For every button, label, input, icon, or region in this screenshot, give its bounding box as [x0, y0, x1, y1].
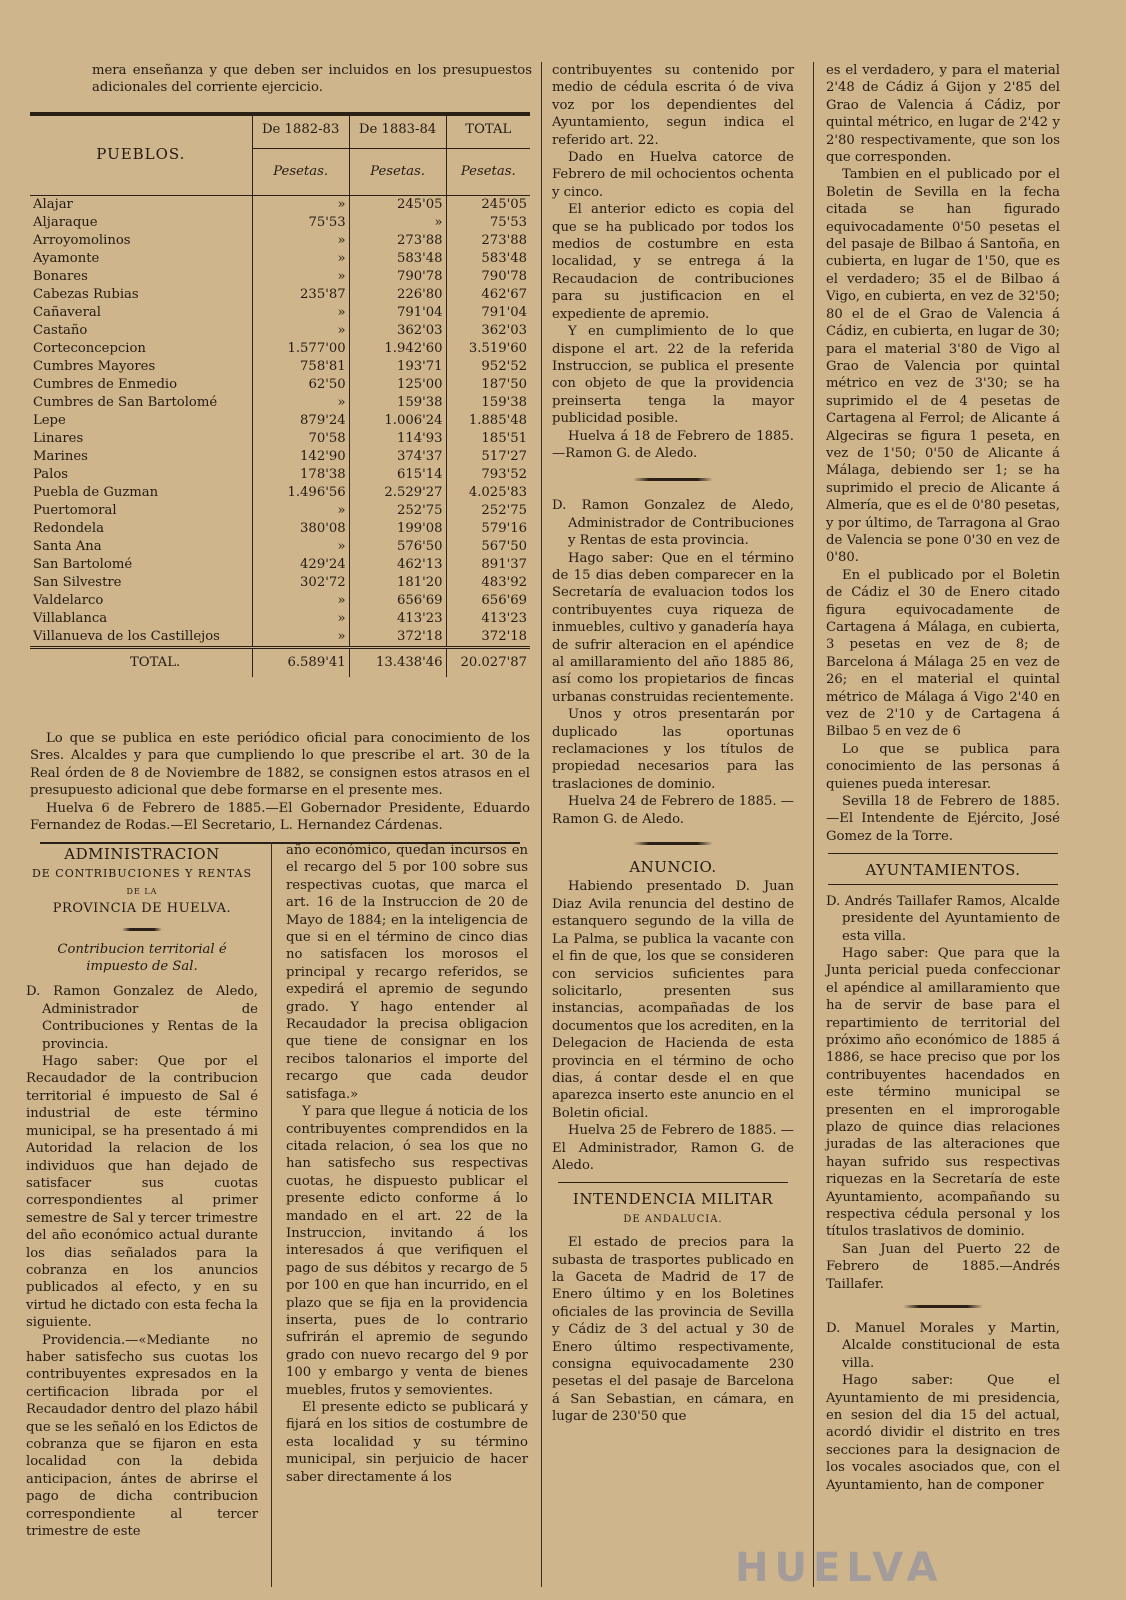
table-row	[30, 592, 530, 610]
value-1883: 252'75	[349, 502, 446, 520]
value-total: 891'37	[446, 556, 530, 574]
after-table-text	[30, 730, 530, 852]
col2-p1: año económico, quedan incursos en el recargo del 5 por 100 sobre sus respectivas cuotas, que marca el art. 16 de la Instruccion de 20 de Mayo de 1884; en la inteligencia de que si en el término de cinco dias no satisfacen los morosos el principal y recargo referidos, se expedirá el apremio de segundo grado. Y hago entender al Recaudador la precisa obligacion que tiene de consignar en los recibos talonarios el importe del recargo que cada deudor satisfaga.»	[286, 843, 528, 1102]
after-table-paragraph: Lo que se publica en este periódico oficial para conocimiento de los Sres. Alcaldes y para que cumpliendo lo que prescribe el art. 30 de la Real órden de 8 de Noviembre de 1882, se consignen estos atrasos en el presupuesto adicional que debe formarse en el presente mes.	[30, 731, 530, 799]
value-1883: 199'08	[349, 520, 446, 538]
ornament	[633, 842, 713, 845]
col3-p10: Habiendo presentado D. Juan Diaz Avila renuncia del destino de estanquero segundo de la villa de La Palma, se publica la vacante con el fin de que, los que se consideren con servicios suficientes para solicitarlo, presenten sus instancias, acompañadas de los documentos que los acrediten, en la Delegacion de Hacienda de esta provincia en el término de ocho dias, á contar desde el en que aparezca inserto este anuncio en el Boletin oficial.	[552, 879, 794, 1121]
admin-subtitle: Contribucion territorial é impuesto de Sal.	[57, 941, 227, 975]
col2-p2: Y para que llegue á noticia de los contribuyentes comprendidos en la citada relacion, ó sea los que no han satisfecho sus respectivas cuotas, he dispuesto publicar el presente edicto conforme á lo mandado en el art. 22 de la Instruccion, invitando á los interesados á que verifiquen el pago de sus débitos y recargo de 5 por 100 en que han incurrido, en el plazo que se fija en la providencia inserta, pues de lo contrario sufrirán el apremio de segundo grado con nuevo recargo del 9 por 100 y embargo y venta de bienes muebles, frutos y semovientes.	[286, 1104, 528, 1398]
col3-p7: Hago saber: Que en el término de 15 dias deben comparecer en la Secretaría de evaluacion todos los contribuyentes cuya riqueza de inmuebles, cultivo y ganadería haya de sufrir alteracion en el apéndice al amillaramiento del año 1885 86, así como los propietarios de fincas urbanas construidas recientemente.	[552, 550, 794, 705]
value-1883: 462'13	[349, 556, 446, 574]
col4-p1: es el verdadero, y para el material 2'48 de Cádiz á Gijon y 2'85 del Grao de Valencia á Cádiz, por quintal métrico, en lugar de 2'42 y 2'80 respectivamente, que son los que corresponden.	[826, 63, 1060, 166]
col4-p2: Tambien en el publicado por el Boletin de Sevilla en la fecha citada se han figurado equivocadamente 0'50 pesetas el del pasaje de Bilbao á Santoña, en cubierta, en lugar de 1'50, que es el verdadero; 35 el de Bilbao á Vigo, en cubierta, en vez de 32'50; 80 el de el Grao de Valencia á Cádiz, en cubierta, en lugar de 30; para el material 3'80 de Vigo al Grao de Valencia por quintal métrico en vez de 3'30; se ha suprimido el de 4 pesetas de Cartagena al Ferrol; de Alicante á Algeciras se figura 1 peseta, en vez de 1'50; 0'50 de Alicante á Málaga, debiendo ser 1; se ha suprimido el precio de Alicante á Almería, que es el de 0'80 pesetas, y por último, de Tarragona al Grao de Valencia se pone 0'30 en vez de 0'80.	[826, 167, 1060, 566]
value-total: 1.885'48	[446, 412, 530, 430]
town-name: Cabezas Rubias	[33, 287, 139, 302]
table-row	[30, 232, 530, 250]
value-total: 252'75	[446, 502, 530, 520]
value-total: 793'52	[446, 466, 530, 484]
value-1883: 1.942'60	[349, 340, 446, 358]
column-4	[826, 62, 1060, 1494]
value-1883: 576'50	[349, 538, 446, 556]
after-table-signature: Huelva 6 de Febrero de 1885.—El Gobernador Presidente, Eduardo Fernandez de Rodas.—El Secretario, L. Hernandez Cárdenas.	[30, 800, 530, 834]
value-1882: »	[252, 394, 349, 412]
town-name: Aljaraque	[33, 215, 98, 230]
admin-heading-4: PROVINCIA DE HUELVA.	[52, 901, 232, 917]
top-intro: mera enseñanza y que deben ser incluidos en los presupuestos adicionales del corriente ejercicio.	[92, 63, 532, 96]
col4-p5: Sevilla 18 de Febrero de 1885. —El Intendente de Ejército, José Gomez de la Torre.	[826, 794, 1060, 844]
value-1883: 372'18	[349, 628, 446, 648]
value-1883: 615'14	[349, 466, 446, 484]
value-total: 4.025'83	[446, 484, 530, 502]
town-name: Palos	[33, 467, 69, 482]
value-1882: 380'08	[252, 520, 349, 538]
total-1883: 13.438'46	[349, 648, 446, 678]
value-total: 583'48	[446, 250, 530, 268]
col3-p4: Y en cumplimiento de lo que dispone el art. 22 de la referida Instruccion, se publica el presente con objeto de que la providencia preinserta tenga la mayor publicidad posible.	[552, 324, 794, 427]
town-name: Ayamonte	[33, 251, 100, 266]
total-label: TOTAL.	[30, 648, 252, 678]
ornament	[633, 478, 713, 481]
total-row	[30, 648, 530, 678]
value-1882: »	[252, 232, 349, 250]
divider	[558, 1182, 788, 1183]
value-1883: 791'04	[349, 304, 446, 322]
town-name: Redondela	[33, 521, 104, 536]
table-row	[30, 448, 530, 466]
table-row	[30, 466, 530, 484]
value-1882: »	[252, 304, 349, 322]
admin-p1: Hago saber: Que por el Recaudador de la contribucion territorial é impuesto de Sal é industrial de este término municipal, se ha presentado á mi Autoridad la relacion de los individuos que han dejado de satisfacer sus cuotas correspondientes al primer semestre de Sal y tercer trimestre del año económico actual durante los dias señalados para la cobranza en los anuncios publicados al efecto, y en su virtud he dictado con esta fecha la siguiente.	[26, 1054, 258, 1331]
col3-p12: El estado de precios para la subasta de trasportes publicado en la Gaceta de Madrid de 17 de Enero último y en los Boletines oficiales de las provincia de Sevilla y Cádiz de 3 del actual y 30 de Enero último respectivamente, consigna equivocadamente 230 pesetas el del pasaje de Barcelona á San Sebastian, en cámara, en lugar de 230'50 que	[552, 1235, 794, 1425]
value-1882: »	[252, 538, 349, 556]
town-name: Castaño	[33, 323, 88, 338]
town-name: Alajar	[33, 197, 73, 212]
ayuntamientos-title: AYUNTAMIENTOS.	[865, 861, 1021, 880]
anuncio-title: ANUNCIO.	[629, 858, 717, 877]
total-total: 20.027'87	[446, 648, 530, 678]
table-row	[30, 412, 530, 430]
value-1882: »	[252, 250, 349, 268]
table-row	[30, 538, 530, 556]
value-1882: 70'58	[252, 430, 349, 448]
town-name: Santa Ana	[33, 539, 102, 554]
value-total: 245'05	[446, 196, 530, 215]
table-row	[30, 430, 530, 448]
table-row	[30, 484, 530, 502]
admin-intro: D. Ramon Gonzalez de Aledo, Administrador de Contribuciones y Rentas de la provincia.	[26, 984, 258, 1052]
col-header-1882: De 1882-83	[252, 112, 349, 149]
table-row	[30, 502, 530, 520]
table-row	[30, 340, 530, 358]
town-name: Cumbres Mayores	[33, 359, 156, 374]
town-name: Valdelarco	[33, 593, 104, 608]
col3-p2: Dado en Huelva catorce de Febrero de mil ochocientos ochenta y cinco.	[552, 150, 794, 200]
divider	[828, 853, 1058, 854]
value-1882: 758'81	[252, 358, 349, 376]
col-header-1883: De 1883-84	[349, 112, 446, 149]
unit-1882: Pesetas.	[252, 149, 349, 196]
col-header-total: TOTAL	[446, 112, 530, 149]
value-1882: »	[252, 322, 349, 340]
col3-p5: Huelva á 18 de Febrero de 1885.—Ramon G. de Aledo.	[552, 428, 794, 461]
value-total: 952'52	[446, 358, 530, 376]
col-header-pueblos: PUEBLOS.	[30, 112, 252, 196]
watermark: HUELVA	[735, 1545, 944, 1591]
table-row	[30, 196, 530, 215]
table-row	[30, 286, 530, 304]
table-row	[30, 214, 530, 232]
col3-p11: Huelva 25 de Febrero de 1885. —El Administrador, Ramon G. de Aledo.	[552, 1123, 794, 1173]
col4-p9: D. Manuel Morales y Martin, Alcalde constitucional de esta villa.	[826, 1321, 1060, 1371]
col3-p3: El anterior edicto es copia del que se ha publicado por todos los medios de costumbre en esta localidad, y se entrega á la Recaudacion de contribuciones para su justificacion en el expediente de apremio.	[552, 202, 794, 322]
value-total: 517'27	[446, 448, 530, 466]
town-name: San Silvestre	[33, 575, 122, 590]
intendencia-subtitle: DE ANDALUCIA.	[623, 1213, 723, 1225]
col4-p10: Hago saber: Que el Ayuntamiento de mi presidencia, en sesion del dia 15 del actual, acordó dividir el distrito en tres secciones para la designacion de los vocales asociados que, con el Ayuntamiento, han de componer	[826, 1373, 1060, 1493]
value-1882: »	[252, 610, 349, 628]
col3-p9: Huelva 24 de Febrero de 1885. —Ramon G. de Aledo.	[552, 794, 794, 827]
column-2-bottom	[286, 842, 528, 1486]
town-name: Arroyomolinos	[33, 233, 131, 248]
unit-total: Pesetas.	[446, 149, 530, 196]
value-1882: 178'38	[252, 466, 349, 484]
col2-p3: El presente edicto se publicará y fijará en los sitios de costumbre de esta localidad y su término municipal, sin perjuicio de hacer saber directamente á los	[286, 1400, 528, 1485]
table-row	[30, 628, 530, 648]
value-1883: »	[349, 214, 446, 232]
value-1883: 125'00	[349, 376, 446, 394]
value-1882: 302'72	[252, 574, 349, 592]
table-row	[30, 556, 530, 574]
column-rule	[541, 62, 542, 1587]
town-name: Lepe	[33, 413, 66, 428]
column-rule	[271, 842, 272, 1587]
admin-p2: Providencia.—«Mediante no haber satisfecho sus cuotas los contribuyentes expresados en la certificacion librada por el Recaudador dentro del plazo hábil que se les señaló en los Edictos de cobranza que se fijaron en esta localidad con la debida anticipacion, ántes de abrirse el pago de dicha contribucion correspondiente al tercer trimestre de este	[26, 1332, 258, 1540]
value-total: 3.519'60	[446, 340, 530, 358]
value-1883: 2.529'27	[349, 484, 446, 502]
table-row	[30, 358, 530, 376]
admin-heading-2: DE CONTRIBUCIONES Y RENTAS	[31, 867, 253, 881]
town-name: Villanueva de los Castillejos	[33, 629, 220, 644]
value-total: 791'04	[446, 304, 530, 322]
town-name: Puebla de Guzman	[33, 485, 159, 500]
value-1882: »	[252, 196, 349, 215]
town-name: Cañaveral	[33, 305, 101, 320]
value-1883: 790'78	[349, 268, 446, 286]
value-1882: 62'50	[252, 376, 349, 394]
value-1883: 159'38	[349, 394, 446, 412]
column-1-bottom	[26, 842, 258, 1540]
table-row	[30, 520, 530, 538]
table-row	[30, 250, 530, 268]
value-1882: »	[252, 502, 349, 520]
value-total: 483'92	[446, 574, 530, 592]
town-name: Linares	[33, 431, 84, 446]
value-1882: 879'24	[252, 412, 349, 430]
value-1883: 226'80	[349, 286, 446, 304]
divider	[828, 884, 1058, 885]
table-row	[30, 376, 530, 394]
table-row	[30, 574, 530, 592]
value-total: 372'18	[446, 628, 530, 648]
value-1882: »	[252, 628, 349, 648]
value-1882: 1.577'00	[252, 340, 349, 358]
column-1-top	[92, 62, 532, 97]
col4-p8: San Juan del Puerto 22 de Febrero de 1885.—Andrés Taillafer.	[826, 1241, 1060, 1292]
col4-p6: D. Andrés Taillafer Ramos, Alcalde presidente del Ayuntamiento de esta villa.	[826, 893, 1060, 944]
atrasos-table	[30, 112, 530, 677]
value-1883: 656'69	[349, 592, 446, 610]
total-1882: 6.589'41	[252, 648, 349, 678]
value-total: 579'16	[446, 520, 530, 538]
table-row	[30, 268, 530, 286]
intendencia-title: INTENDENCIA MILITAR	[572, 1190, 774, 1209]
town-name: Cumbres de San Bartolomé	[33, 395, 218, 410]
table-row	[30, 322, 530, 340]
value-total: 187'50	[446, 376, 530, 394]
value-total: 413'23	[446, 610, 530, 628]
value-total: 567'50	[446, 538, 530, 556]
col4-p3: En el publicado por el Boletin de Cádiz el 30 de Enero citado figura equivocadamente de Cartagena á Málaga, en cubierta, 3 pesetas en vez de 8; de Barcelona á Málaga 25 en vez de 26; en el material el quintal métrico de Málaga á Vigo 2'40 en vez de 2'10 y de Cartagena á Bilbao 5 en vez de 6	[826, 567, 1060, 740]
value-1882: 1.496'56	[252, 484, 349, 502]
value-1882: 75'53	[252, 214, 349, 232]
value-total: 159'38	[446, 394, 530, 412]
value-1883: 413'23	[349, 610, 446, 628]
value-1883: 374'37	[349, 448, 446, 466]
town-name: Villablanca	[33, 611, 108, 626]
table-row	[30, 304, 530, 322]
value-1883: 114'93	[349, 430, 446, 448]
col3-p1: contribuyentes su contenido por medio de cédula escrita ó de viva voz por los dependientes del Ayuntamiento, segun indica el referido art. 22.	[552, 63, 794, 148]
town-name: Bonares	[33, 269, 88, 284]
value-total: 185'51	[446, 430, 530, 448]
value-total: 790'78	[446, 268, 530, 286]
table-row	[30, 394, 530, 412]
town-name: Puertomoral	[33, 503, 117, 518]
town-name: San Bartolomé	[33, 557, 133, 572]
value-1883: 273'88	[349, 232, 446, 250]
value-total: 362'03	[446, 322, 530, 340]
col3-p6: D. Ramon Gonzalez de Aledo, Administrador de Contribuciones y Rentas de esta provincia.	[552, 498, 794, 549]
value-total: 462'67	[446, 286, 530, 304]
value-1883: 193'71	[349, 358, 446, 376]
column-rule	[813, 62, 814, 1587]
col4-p7: Hago saber: Que para que la Junta pericial pueda confeccionar el apéndice al amillaramiento que ha de servir de base para el repartimiento de territorial del próximo año económico de 1885 á 1886, se hace preciso que por los contribuyentes hacendados en este término municipal se presenten en el improrogable plazo de quince dias relaciones juradas de las alteraciones que hayan sufrido sus respectivas riquezas en la Secretaría de este Ayuntamiento, acompañando su respectiva cédula personal y los títulos traslativos de dominio.	[826, 945, 1060, 1240]
table-row	[30, 610, 530, 628]
value-1883: 1.006'24	[349, 412, 446, 430]
value-total: 656'69	[446, 592, 530, 610]
town-name: Marines	[33, 449, 88, 464]
value-1882: »	[252, 268, 349, 286]
col4-p4: Lo que se publica para conocimiento de las personas á quienes pueda interesar.	[826, 741, 1060, 792]
value-1882: 142'90	[252, 448, 349, 466]
unit-1883: Pesetas.	[349, 149, 446, 196]
value-1882: »	[252, 592, 349, 610]
value-1882: 429'24	[252, 556, 349, 574]
col3-p8: Unos y otros presentarán por duplicado las oportunas reclamaciones y los títulos de propiedad necesarios para las traslaciones de dominio.	[552, 707, 794, 792]
value-1883: 181'20	[349, 574, 446, 592]
admin-heading-1: ADMINISTRACION	[64, 845, 220, 863]
town-name: Cumbres de Enmedio	[33, 377, 178, 392]
value-total: 75'53	[446, 214, 530, 232]
value-1882: 235'87	[252, 286, 349, 304]
ornament	[903, 1305, 983, 1308]
value-1883: 362'03	[349, 322, 446, 340]
town-name: Corteconcepcion	[33, 341, 146, 356]
column-3	[552, 62, 794, 1426]
admin-heading-3: DE LA	[126, 886, 158, 896]
ornament	[122, 928, 162, 931]
value-total: 273'88	[446, 232, 530, 250]
table-body	[30, 196, 530, 648]
value-1883: 245'05	[349, 196, 446, 215]
value-1883: 583'48	[349, 250, 446, 268]
